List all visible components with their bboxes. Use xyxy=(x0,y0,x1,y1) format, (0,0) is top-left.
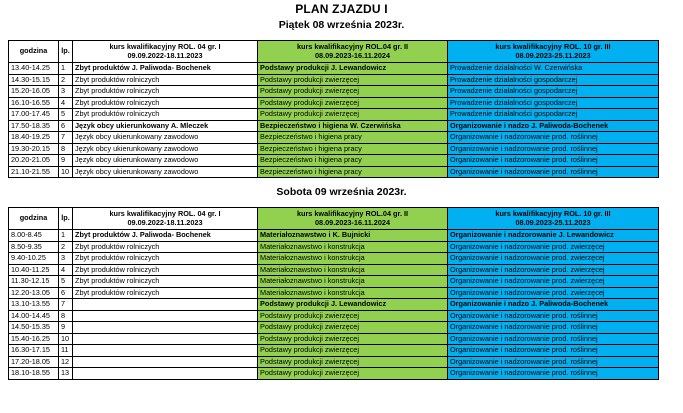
cell-lp: 9 xyxy=(59,155,73,167)
cell-group2: Materiałoznawstwo i K. Bujnicki xyxy=(258,230,448,242)
header-group2 xyxy=(258,208,448,230)
table-row xyxy=(9,253,659,265)
cell-group2: Podstawy produkcji J. Lewandowicz xyxy=(258,63,448,75)
cell-group2: Podstawy produkcji zwierzęcej xyxy=(258,74,448,86)
cell-group3: Organizowanie i nadzorowanie prod. zwierzęcej xyxy=(448,276,659,288)
cell-group3: Organizowanie i nadzorowanie prod. roślinnej xyxy=(448,132,659,144)
cell-group2: Podstawy produkcji J. Lewandowicz xyxy=(258,299,448,311)
cell-lp: 4 xyxy=(59,264,73,276)
header-lp: lp. xyxy=(59,208,73,230)
cell-lp: 3 xyxy=(59,86,73,98)
cell-lp: 2 xyxy=(59,74,73,86)
cell-group1 xyxy=(73,356,258,368)
cell-time: 17.20-18.05 xyxy=(9,356,59,368)
header-group2-dates: 08.09.2023-16.11.2024 xyxy=(314,50,391,60)
cell-lp: 7 xyxy=(59,132,73,144)
cell-time: 16.10-16.55 xyxy=(9,97,59,109)
cell-group3: Prowadzenie działalności W. Czerwińska xyxy=(448,63,659,75)
cell-group2: Podstawy produkcji zwierzęcej xyxy=(258,345,448,357)
header-group2 xyxy=(258,41,448,63)
cell-time: 14.30-15.15 xyxy=(9,74,59,86)
header-group3-title: kurs kwalifikacyjny ROL. 10 gr. III xyxy=(495,209,611,218)
table-body-day1 xyxy=(9,63,659,178)
cell-group3: Organizowanie i nadzorowanie prod. roślinnej xyxy=(448,322,659,334)
cell-lp: 3 xyxy=(59,253,73,265)
cell-group2: Podstawy produkcji zwierzęcej xyxy=(258,368,448,380)
cell-lp: 12 xyxy=(59,356,73,368)
cell-time: 10.40-11.25 xyxy=(9,264,59,276)
header-group2-title: kurs kwalifikacyjny ROL.04 gr. II xyxy=(296,42,409,51)
cell-group1: Zbyt produktów rolniczych xyxy=(73,241,258,253)
cell-group1 xyxy=(73,310,258,322)
cell-group2: Bezpieczeństwo i higiena pracy xyxy=(258,155,448,167)
cell-time: 14.50-15.35 xyxy=(9,322,59,334)
cell-group2: Materiałoznawstwo i konstrukcja xyxy=(258,253,448,265)
table-row xyxy=(9,143,659,155)
table-row xyxy=(9,310,659,322)
table-row xyxy=(9,109,659,121)
cell-group1: Zbyt produktów rolniczych xyxy=(73,97,258,109)
table-row xyxy=(9,368,659,380)
cell-group2: Bezpieczeństwo i higiena pracy xyxy=(258,132,448,144)
cell-group3: Organizowanie i nadzorowanie prod. roślinnej xyxy=(448,333,659,345)
table-row xyxy=(9,345,659,357)
cell-group1: Zbyt produktów J. Paliwoda- Bochenek xyxy=(73,230,258,242)
cell-group1: Język obcy ukierunkowany zawodowo xyxy=(73,155,258,167)
header-group1 xyxy=(73,208,258,230)
header-hour: godzina xyxy=(9,41,59,63)
cell-lp: 13 xyxy=(59,368,73,380)
cell-time: 8.00-8.45 xyxy=(9,230,59,242)
cell-group1: Język obcy ukierunkowany zawodowo xyxy=(73,166,258,178)
table-row xyxy=(9,322,659,334)
header-group1 xyxy=(73,41,258,63)
cell-time: 20.20-21.05 xyxy=(9,155,59,167)
day1-heading: Piątek 08 września 2023r. xyxy=(278,19,405,31)
header-group3 xyxy=(448,41,659,63)
header-lp: lp. xyxy=(59,41,73,63)
cell-time: 13.40-14.25 xyxy=(9,63,59,75)
cell-group3: Organizowanie i nadzorowanie prod. roślinnej xyxy=(448,143,659,155)
cell-group1 xyxy=(73,333,258,345)
cell-group1: Zbyt produktów rolniczych xyxy=(73,287,258,299)
header-group1-title: kurs kwalifikacyjny ROL. 04 gr. I xyxy=(109,209,221,218)
cell-lp: 7 xyxy=(59,299,73,311)
cell-group2: Materiałoznawstwo i konstrukcja xyxy=(258,287,448,299)
table-row xyxy=(9,120,659,132)
cell-time: 18.10-18.55 xyxy=(9,368,59,380)
cell-group2: Podstawy produkcji zwierzęcej xyxy=(258,86,448,98)
table-row xyxy=(9,264,659,276)
cell-lp: 8 xyxy=(59,310,73,322)
document-title: PLAN ZJAZDU I xyxy=(295,2,388,16)
cell-lp: 5 xyxy=(59,109,73,121)
table-row xyxy=(9,356,659,368)
header-group3 xyxy=(448,208,659,230)
cell-group3: Organizowanie i nadzorowanie prod. zwierzęcej xyxy=(448,287,659,299)
cell-group1: Język obcy ukierunkowany zawodowo xyxy=(73,143,258,155)
cell-group3: Prowadzenie działalności gospodarczej xyxy=(448,86,659,98)
cell-group1: Zbyt produktów rolniczych xyxy=(73,276,258,288)
cell-time: 15.40-16.25 xyxy=(9,333,59,345)
cell-group3: Prowadzenie działalności gospodarczej xyxy=(448,74,659,86)
cell-group3: Organizowanie i nadzorowanie J. Lewandowicz xyxy=(448,230,659,242)
schedule-table-day2 xyxy=(8,207,659,380)
table-row xyxy=(9,63,659,75)
cell-group2: Materiałoznawstwo i konstrukcja xyxy=(258,276,448,288)
table-row xyxy=(9,276,659,288)
cell-group1: Zbyt produktów rolniczych xyxy=(73,86,258,98)
cell-lp: 4 xyxy=(59,97,73,109)
table-row xyxy=(9,241,659,253)
header-group1-dates: 09.09.2022-18.11.2023 xyxy=(127,217,203,227)
cell-group2: Materiałoznawstwo i konstrukcja xyxy=(258,264,448,276)
cell-time: 9.40-10.25 xyxy=(9,253,59,265)
cell-time: 11.30-12.15 xyxy=(9,276,59,288)
cell-group3: Organizowanie i nadzorowanie prod. roślinnej xyxy=(448,166,659,178)
cell-lp: 6 xyxy=(59,287,73,299)
cell-lp: 1 xyxy=(59,230,73,242)
table-row xyxy=(9,230,659,242)
cell-group2: Podstawy produkcji zwierzęcej xyxy=(258,310,448,322)
cell-group1: Język obcy ukierunkowany A. Mleczek xyxy=(73,120,258,132)
cell-group2: Podstawy produkcji zwierzęcej xyxy=(258,97,448,109)
cell-group2: Podstawy produkcji zwierzęcej xyxy=(258,322,448,334)
cell-lp: 5 xyxy=(59,276,73,288)
cell-group3: Organizowanie i nadzorowanie prod. roślinnej xyxy=(448,345,659,357)
cell-time: 16.30-17.15 xyxy=(9,345,59,357)
cell-lp: 6 xyxy=(59,120,73,132)
cell-group3: Prowadzenie działalności gospodarczej xyxy=(448,109,659,121)
table-row xyxy=(9,86,659,98)
cell-lp: 10 xyxy=(59,166,73,178)
schedule-table-day1 xyxy=(8,40,659,178)
cell-time: 15.20-16.05 xyxy=(9,86,59,98)
table-row xyxy=(9,132,659,144)
cell-group2: Bezpieczeństwo i higiena pracy xyxy=(258,143,448,155)
table-row xyxy=(9,74,659,86)
cell-group1: Zbyt produktów rolniczych xyxy=(73,109,258,121)
cell-lp: 11 xyxy=(59,345,73,357)
cell-group1: Zbyt produktów rolniczych xyxy=(73,74,258,86)
cell-group3: Prowadzenie działalności gospodarczej xyxy=(448,97,659,109)
cell-group1 xyxy=(73,322,258,334)
table-row xyxy=(9,166,659,178)
cell-time: 14.00-14.45 xyxy=(9,310,59,322)
header-group2-dates: 08.09.2023-16.11.2024 xyxy=(314,217,391,227)
table-row xyxy=(9,155,659,167)
cell-group2: Podstawy produkcji zwierzęcej xyxy=(258,333,448,345)
cell-group1: Zbyt produktów J. Paliwoda- Bochenek xyxy=(73,63,258,75)
cell-group2: Bezpieczeństwo i higiena pracy xyxy=(258,166,448,178)
table-body-day2 xyxy=(9,230,659,380)
cell-lp: 10 xyxy=(59,333,73,345)
table-row xyxy=(9,287,659,299)
header-group2-title: kurs kwalifikacyjny ROL.04 gr. II xyxy=(296,209,409,218)
cell-group2: Bezpieczeństwo i higiena W. Czerwińska xyxy=(258,120,448,132)
table-row xyxy=(9,97,659,109)
cell-group1: Język obcy ukierunkowany zawodowo xyxy=(73,132,258,144)
header-group3-dates: 08.09.2023-25.11.2023 xyxy=(515,217,591,227)
cell-lp: 1 xyxy=(59,63,73,75)
cell-group3: Organizowanie i nadzo J. Paliwoda-Bochenek xyxy=(448,120,659,132)
header-hour: godzina xyxy=(9,208,59,230)
cell-group3: Organizowanie i nadzorowanie prod. roślinnej xyxy=(448,368,659,380)
header-group3-dates: 08.09.2023-25.11.2023 xyxy=(515,50,591,60)
cell-group1: Zbyt produktów rolniczych xyxy=(73,253,258,265)
cell-group1 xyxy=(73,299,258,311)
cell-time: 17.00-17.45 xyxy=(9,109,59,121)
cell-group3: Organizowanie i nadzorowanie prod. zwierzęcej xyxy=(448,264,659,276)
header-group1-title: kurs kwalifikacyjny ROL. 04 gr. I xyxy=(109,42,221,51)
header-group1-dates: 09.09.2022-18.11.2023 xyxy=(127,50,203,60)
cell-group3: Organizowanie i nadzorowanie prod. roślinnej xyxy=(448,155,659,167)
cell-group2: Materiałoznawstwo i konstrukcja xyxy=(258,241,448,253)
cell-time: 17.50-18.35 xyxy=(9,120,59,132)
cell-group2: Podstawy produkcji zwierzęcej xyxy=(258,356,448,368)
cell-group1: Zbyt produktów rolniczych xyxy=(73,264,258,276)
day2-heading: Sobota 09 września 2023r. xyxy=(276,186,407,198)
cell-time: 19.30-20.15 xyxy=(9,143,59,155)
cell-lp: 9 xyxy=(59,322,73,334)
cell-group3: Organizowanie i nadzorowanie prod. roślinnej xyxy=(448,356,659,368)
cell-group1 xyxy=(73,345,258,357)
cell-time: 8.50-9.35 xyxy=(9,241,59,253)
table-row xyxy=(9,333,659,345)
cell-time: 18.40-19.25 xyxy=(9,132,59,144)
cell-group2: Podstawy produkcji zwierzęcej xyxy=(258,109,448,121)
cell-group1 xyxy=(73,368,258,380)
cell-time: 12.20-13.05 xyxy=(9,287,59,299)
cell-lp: 2 xyxy=(59,241,73,253)
cell-time: 21.10-21.55 xyxy=(9,166,59,178)
table-row xyxy=(9,299,659,311)
cell-time: 13.10-13.55 xyxy=(9,299,59,311)
cell-group3: Organizowanie i nadzorowanie prod. zwierzęcej xyxy=(448,253,659,265)
cell-group3: Organizowanie i nadzorowanie prod. roślinnej xyxy=(448,310,659,322)
cell-group3: Organizowanie i nadzorowanie prod. zwierzęcej xyxy=(448,241,659,253)
cell-group3: Organizowanie i nadzo J. Paliwoda-Bochenek xyxy=(448,299,659,311)
cell-lp: 8 xyxy=(59,143,73,155)
header-group3-title: kurs kwalifikacyjny ROL. 10 gr. III xyxy=(495,42,611,51)
